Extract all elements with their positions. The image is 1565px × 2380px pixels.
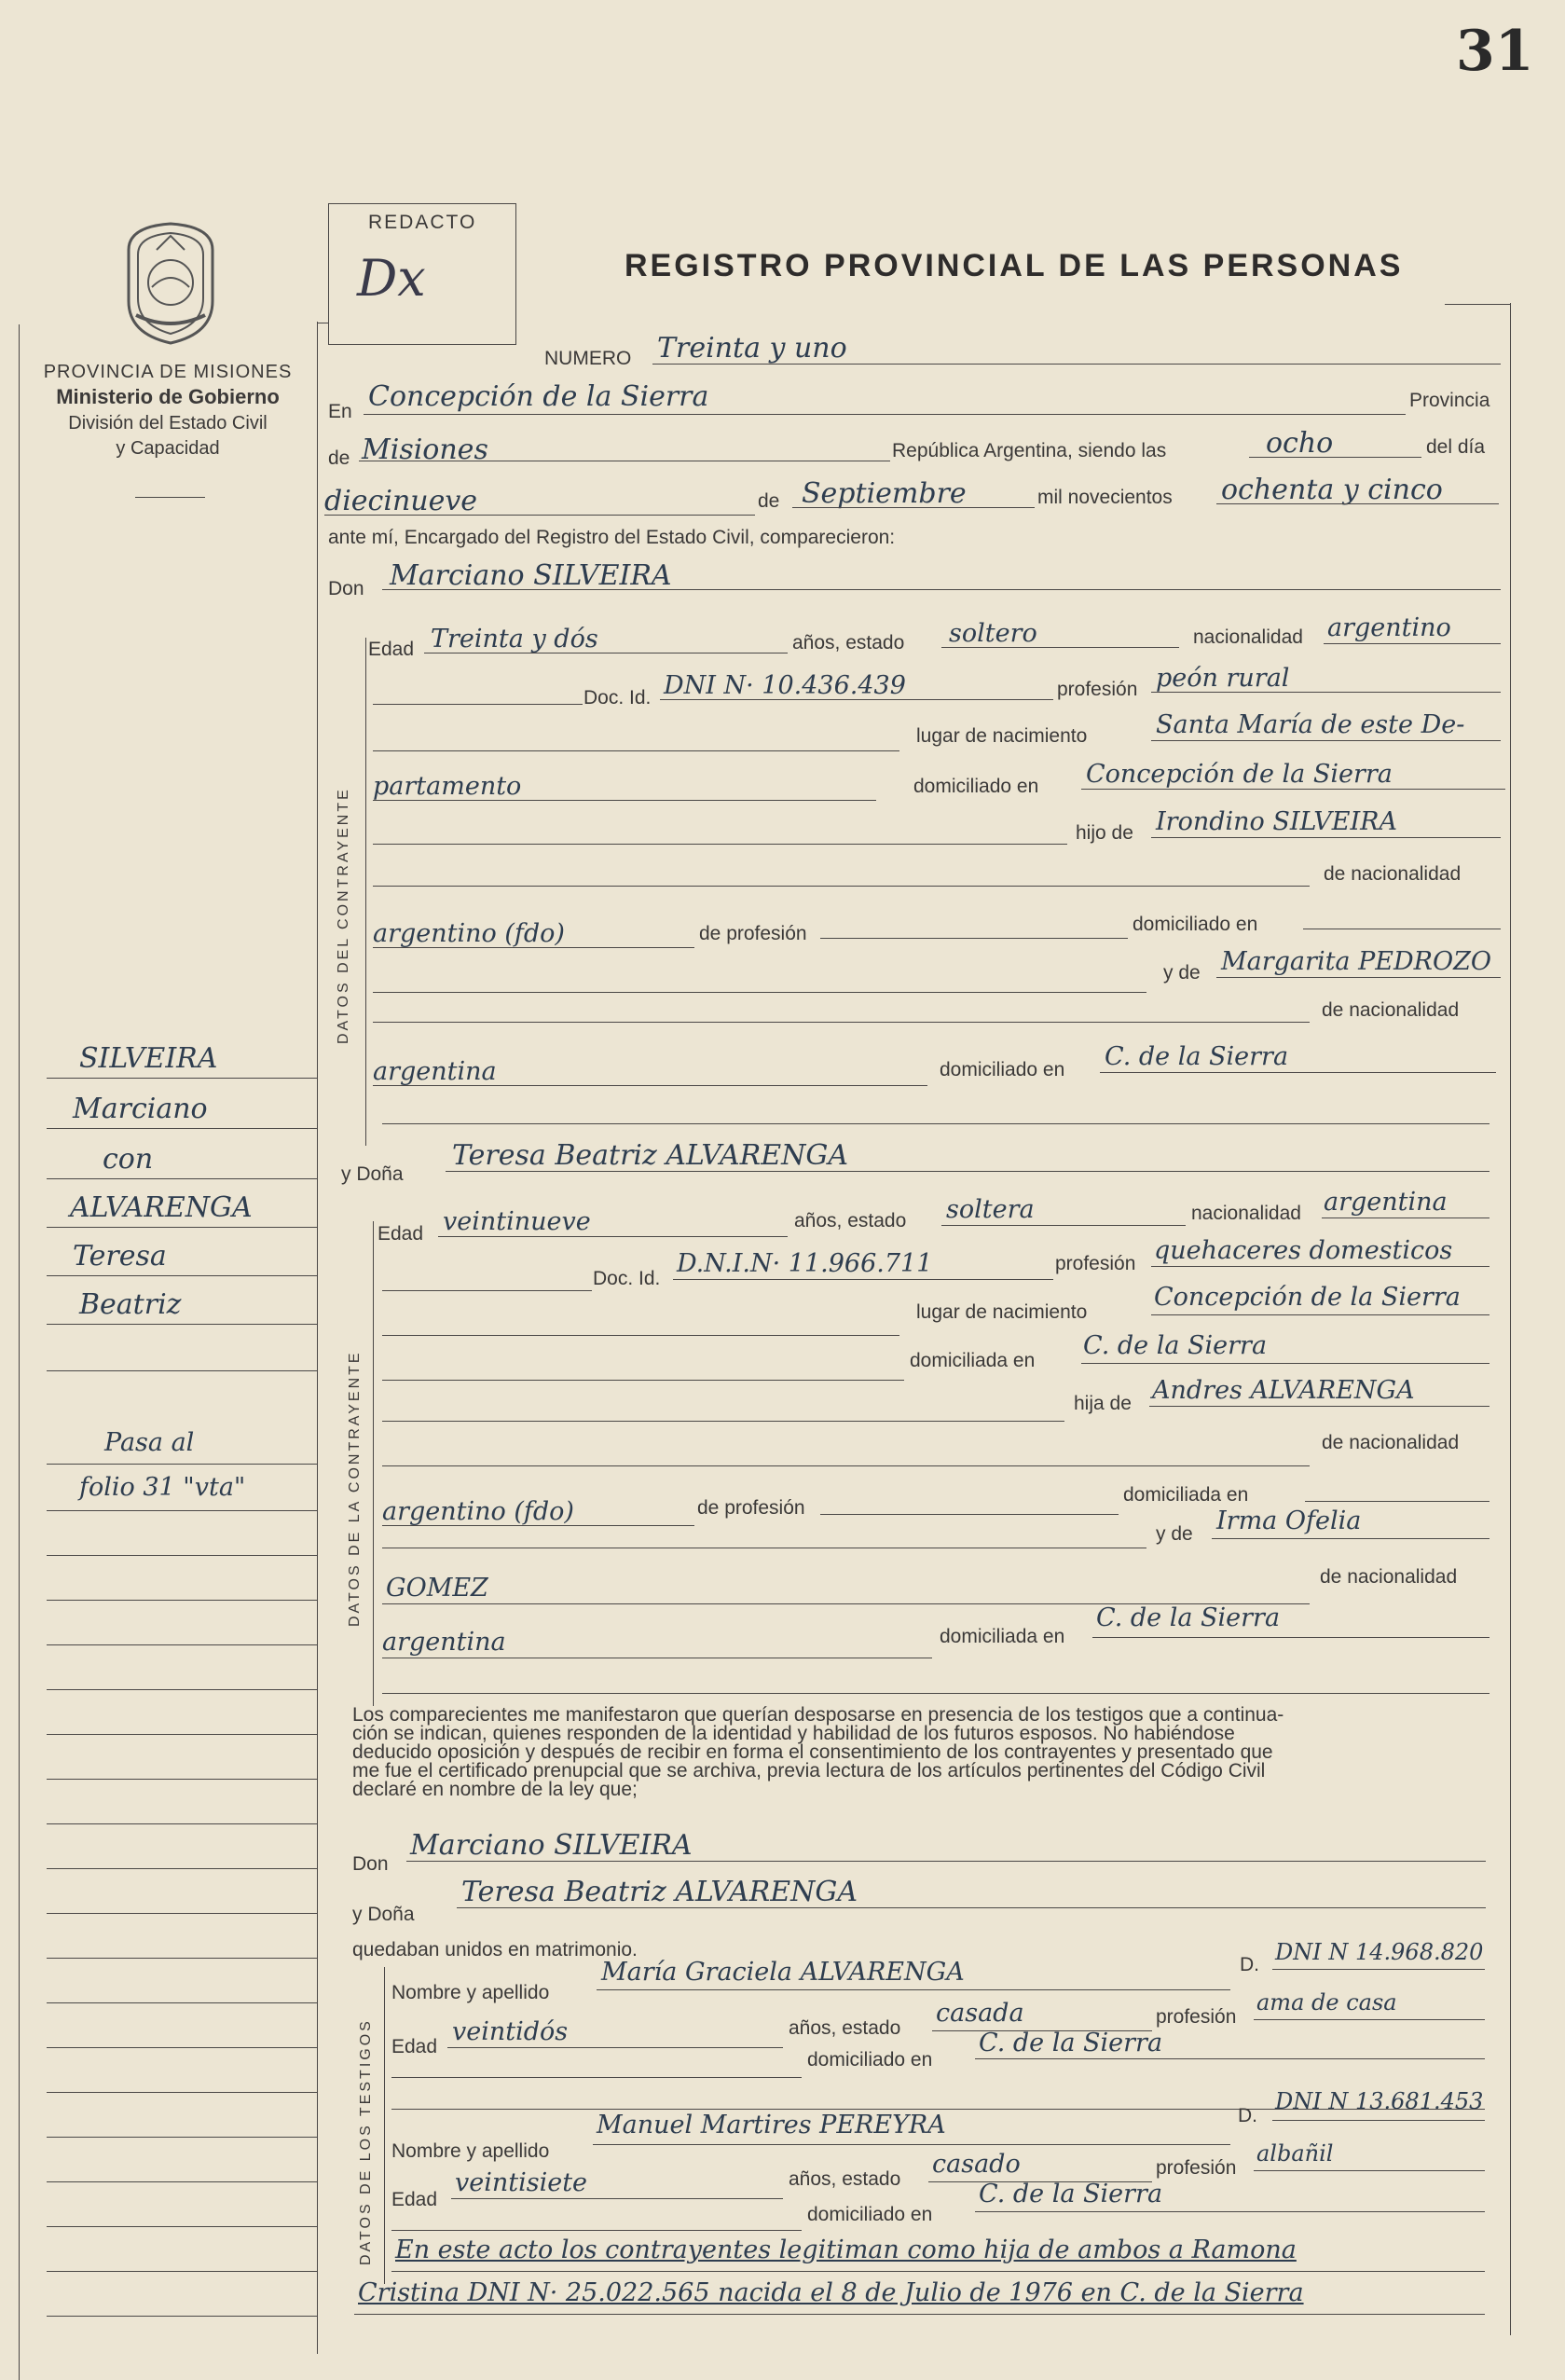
groom-doc: DNI N· 10.436.439: [664, 671, 906, 700]
bride-madre-nac: argentina: [382, 1628, 506, 1657]
groom-profesion: peón rural: [1156, 664, 1290, 693]
bride-profesion: quehaceres domesticos: [1154, 1236, 1453, 1265]
issuer-division: División del Estado Civil: [68, 413, 268, 433]
dia-value: diecinueve: [324, 485, 478, 517]
groom-madre-dom: C. de la Sierra: [1105, 1042, 1289, 1071]
bride-padre: Andres ALVARENGA: [1152, 1376, 1415, 1405]
issuer-block: [19, 362, 317, 460]
margin-name-5: Teresa: [73, 1240, 167, 1273]
stamp-label: REDACTO: [368, 212, 477, 233]
witness1-domicilio: C. de la Sierra: [979, 2029, 1163, 2057]
margin-name-4: ALVARENGA: [70, 1191, 253, 1224]
witness2-estado: casado: [932, 2150, 1021, 2179]
witness2-name: Manuel Martires PEREYRA: [597, 2111, 946, 2139]
witness1-estado: casada: [936, 1999, 1024, 2028]
del-dia-label: del día: [1426, 436, 1486, 458]
de-label: de: [328, 447, 350, 469]
issuer-ministry: Ministerio de Gobierno: [56, 385, 280, 408]
groom-edad: Treinta y dós: [431, 625, 598, 653]
groom-lugar-nac-cont: partamento: [373, 772, 522, 801]
legitimation-note-line2: Cristina DNI N· 25.022.565 nacida el 8 de Julio de 1976 en C. de la Sierra: [358, 2278, 1304, 2307]
main-right-rule: [1510, 303, 1511, 2335]
bride-name: Teresa Beatriz ALVARENGA: [452, 1139, 849, 1172]
issuer-capacity: y Capacidad: [116, 438, 220, 459]
main-left-rule: [317, 322, 318, 2354]
bride-madre-dom: C. de la Sierra: [1096, 1603, 1281, 1632]
groom-lugar-nac: Santa María de este De-: [1156, 710, 1465, 739]
declared-dona: Teresa Beatriz ALVARENGA: [461, 1876, 858, 1908]
groom-padre: Irondino SILVEIRA: [1156, 807, 1397, 836]
groom-nacionalidad: argentino: [1327, 613, 1451, 642]
bride-lugar-nac: Concepción de la Sierra: [1154, 1283, 1461, 1312]
page-number: 31: [1456, 19, 1534, 84]
en-label: En: [328, 401, 352, 422]
witness1-name: María Graciela ALVARENGA: [601, 1958, 965, 1987]
misiones-seal-icon: [110, 213, 231, 348]
redacto-stamp: [328, 203, 516, 345]
groom-estado: soltero: [949, 619, 1037, 648]
don-label: Don: [328, 578, 364, 599]
groom-padre-nac: argentino (fdo): [373, 919, 565, 948]
numero-label: NUMERO: [544, 348, 632, 369]
witness1-profesion: ama de casa: [1256, 1989, 1397, 2015]
provincia-label: Provincia: [1409, 390, 1490, 411]
witness1-edad: veintidós: [452, 2017, 569, 2046]
bride-estado: soltera: [946, 1195, 1035, 1224]
groom-name: Marciano SILVEIRA: [390, 559, 672, 592]
margin-name-1: SILVEIRA: [79, 1042, 218, 1075]
legitimation-note-line1: En este acto los contrayentes legitiman como hija de ambos a Ramona: [395, 2236, 1297, 2264]
witness2-doc: DNI N 13.681.453: [1275, 2088, 1484, 2114]
bride-doc: D.N.I.N· 11.966.711: [677, 1249, 933, 1278]
witness2-domicilio: C. de la Sierra: [979, 2180, 1163, 2208]
bride-madre-apellido: GOMEZ: [386, 1574, 488, 1603]
declared-don: Marciano SILVEIRA: [410, 1829, 693, 1862]
margin-transfer-2: folio 31 "vta": [79, 1473, 246, 1502]
quedaban-label: quedaban unidos en matrimonio.: [352, 1939, 638, 1960]
marriage-declaration: Los comparecientes me manifestaron que querían desposarse en presencia de los testigos que a continua- ción se indican, quienes responden de la identidad y habilidad de los futuros esposos. No habiéndose deducido oposición y después de recibir en forma el consentimiento de los contrayentes y presentado que me fue el certificado prenupcial que se archiva, previa lectura de los artículos pertinentes del Código Civil declaré en nombre de la ley que;: [352, 1704, 1284, 1800]
stamp-initials: Dx: [357, 249, 426, 308]
page-title: REGISTRO PROVINCIAL DE LAS PERSONAS: [625, 248, 1404, 283]
groom-domicilio: Concepción de la Sierra: [1086, 760, 1393, 789]
mil-label: mil novecientos: [1037, 487, 1173, 508]
anio-value: ochenta y cinco: [1221, 474, 1443, 506]
issuer-divider: [135, 497, 205, 498]
groom-madre: Margarita PEDROZO: [1221, 947, 1491, 976]
bride-madre: Irma Ofelia: [1216, 1506, 1362, 1535]
republica-label: República Argentina, siendo las: [892, 440, 1167, 461]
lugar-value: Concepción de la Sierra: [368, 380, 709, 413]
numero-value: Treinta y uno: [657, 332, 847, 365]
groom-madre-nac: argentina: [373, 1057, 497, 1086]
bride-nacionalidad: argentina: [1324, 1188, 1448, 1217]
provincia-value: Misiones: [362, 433, 488, 466]
bride-padre-nac: argentino (fdo): [382, 1497, 574, 1526]
margin-name-6: Beatriz: [79, 1288, 182, 1321]
bride-bracket: [373, 1221, 374, 1706]
witness1-doc: DNI N 14.968.820: [1275, 1939, 1484, 1965]
bride-domicilio: C. de la Sierra: [1083, 1331, 1268, 1360]
ante-label: ante mí, Encargado del Registro del Estado Civil, comparecieron:: [328, 527, 896, 548]
groom-bracket: [365, 638, 366, 1146]
issuer-province: PROVINCIA DE MISIONES: [43, 362, 293, 382]
witness-side-label: DATOS DE LOS TESTIGOS: [358, 2018, 374, 2265]
right-top-rule: [1445, 304, 1510, 305]
hora-value: ocho: [1266, 427, 1334, 460]
left-margin-rule: [19, 324, 20, 2380]
witness2-profesion: albañil: [1256, 2140, 1334, 2167]
bride-side-label: DATOS DE LA CONTRAYENTE: [347, 1350, 363, 1627]
margin-transfer-1: Pasa al: [104, 1428, 195, 1457]
witness-bracket: [384, 1967, 385, 2284]
bride-edad: veintinueve: [443, 1207, 591, 1236]
margin-name-2: Marciano: [73, 1093, 208, 1125]
groom-side-label: DATOS DEL CONTRAYENTE: [336, 787, 351, 1044]
mes-value: Septiembre: [802, 477, 967, 510]
margin-name-3: con: [103, 1143, 154, 1176]
witness2-edad: veintisiete: [455, 2168, 588, 2197]
de2-label: de: [758, 490, 780, 512]
